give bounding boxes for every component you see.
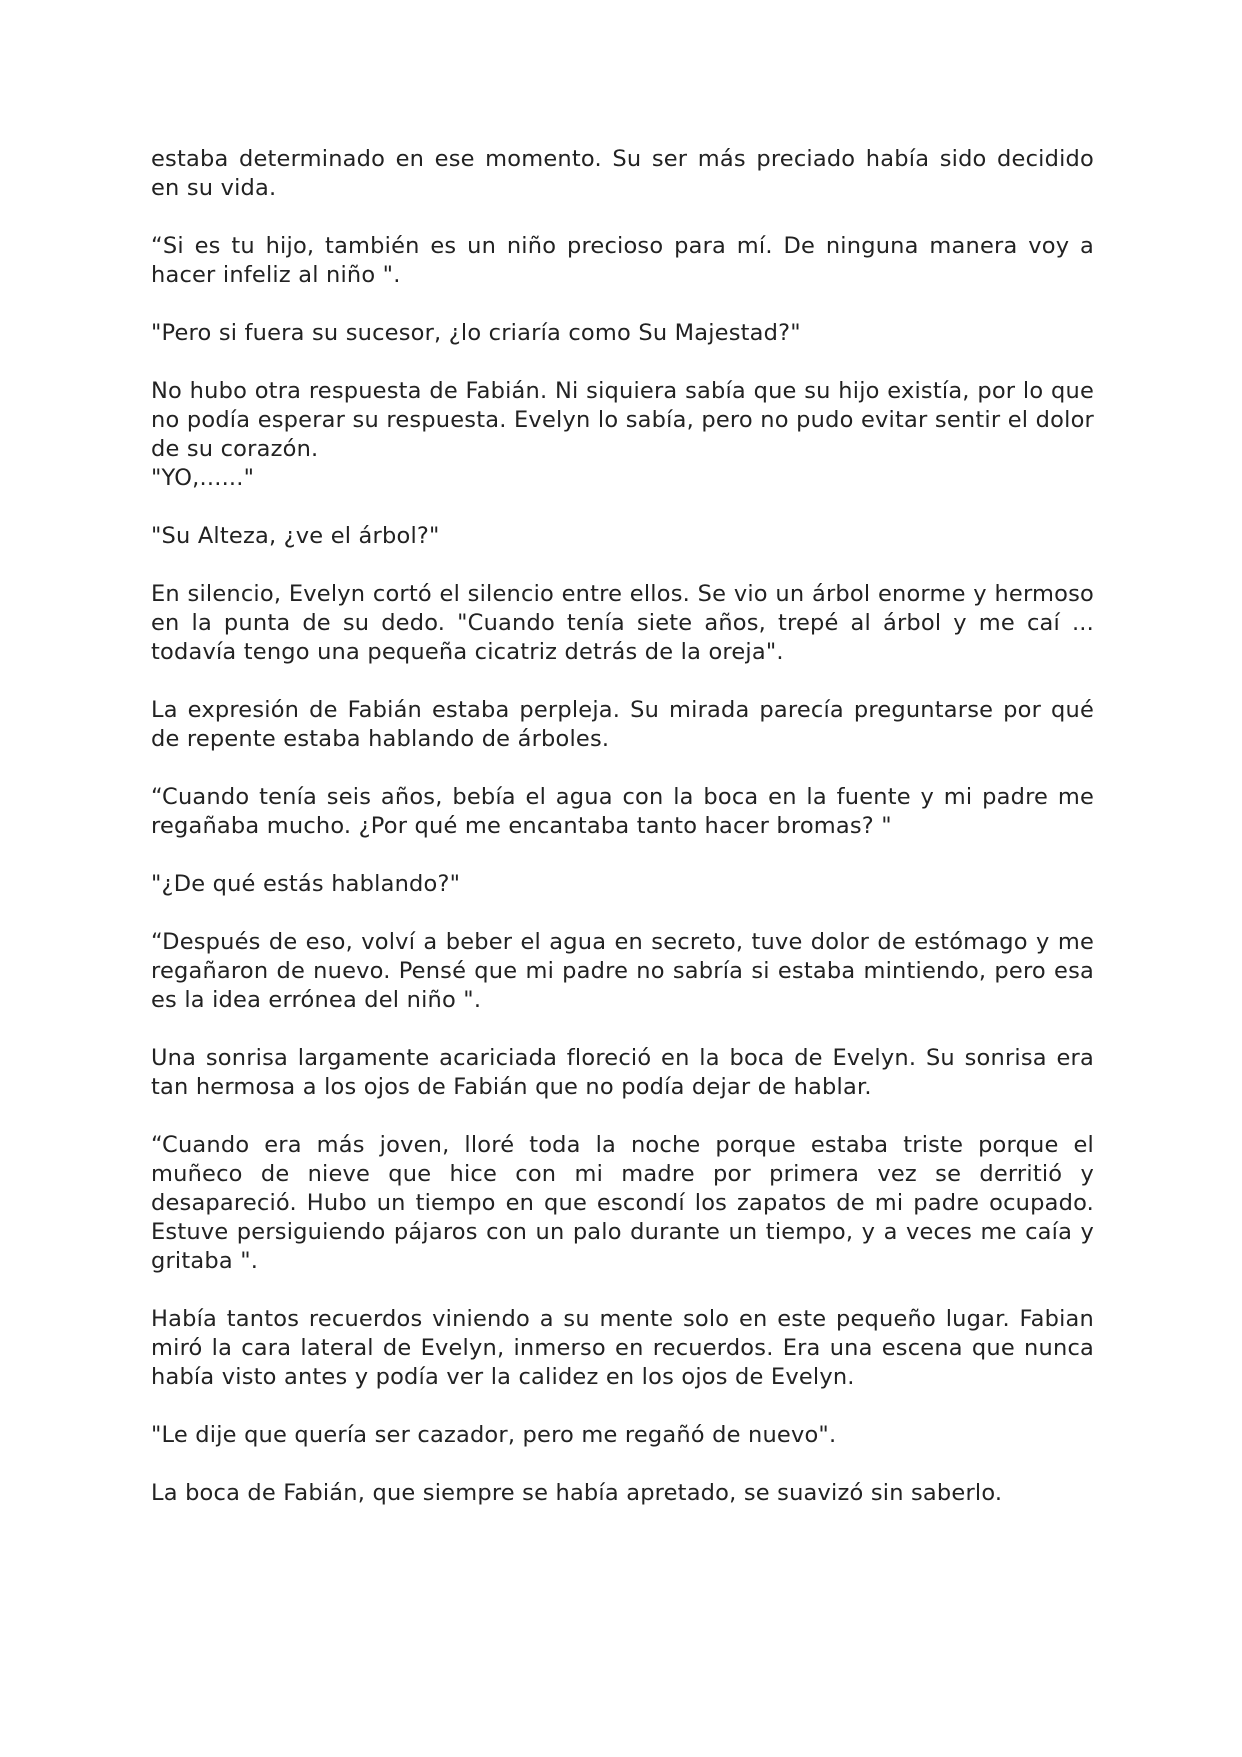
paragraph: "YO,......" — [151, 465, 255, 491]
paragraph: La boca de Fabián, que siempre se había apretado, se suavizó sin saberlo. — [151, 1480, 1003, 1506]
paragraph: “Si es tu hijo, también es un niño precioso para mí. De ninguna manera voy a hacer infeliz al niño ". — [151, 233, 1094, 288]
paragraph: No hubo otra respuesta de Fabián. Ni siquiera sabía que su hijo existía, por lo que no podía esperar su respuesta. Evelyn lo sabía, pero no pudo evitar sentir el dolor de su corazón. — [151, 378, 1094, 462]
paragraph: En silencio, Evelyn cortó el silencio entre ellos. Se vio un árbol enorme y hermoso en la punta de su dedo. "Cuando tenía siete años, trepé al árbol y me caí ... todavía tengo una pequeña cicatriz detrás de la oreja". — [151, 581, 1094, 665]
document-page — [151, 145, 1094, 1537]
paragraph: estaba determinado en ese momento. Su ser más preciado había sido decidido en su vida. — [151, 146, 1094, 201]
paragraph: “Cuando tenía seis años, bebía el agua con la boca en la fuente y mi padre me regañaba mucho. ¿Por qué me encantaba tanto hacer bromas? " — [151, 784, 1094, 839]
paragraph: La expresión de Fabián estaba perpleja. Su mirada parecía preguntarse por qué de repente estaba hablando de árboles. — [151, 697, 1094, 752]
paragraph: Una sonrisa largamente acariciada floreció en la boca de Evelyn. Su sonrisa era tan hermosa a los ojos de Fabián que no podía dejar de hablar. — [151, 1045, 1094, 1100]
paragraph: “Después de eso, volví a beber el agua en secreto, tuve dolor de estómago y me regañaron de nuevo. Pensé que mi padre no sabría si estaba mintiendo, pero esa es la idea errónea del niño ". — [151, 929, 1094, 1013]
paragraph: Había tantos recuerdos viniendo a su mente solo en este pequeño lugar. Fabian miró la cara lateral de Evelyn, inmerso en recuerdos. Era una escena que nunca había visto antes y podía ver la calidez en los ojos de Evelyn. — [151, 1306, 1094, 1390]
paragraph: "Su Alteza, ¿ve el árbol?" — [151, 523, 440, 549]
paragraph: "¿De qué estás hablando?" — [151, 871, 461, 897]
paragraph: "Le dije que quería ser cazador, pero me regañó de nuevo". — [151, 1422, 837, 1448]
paragraph: “Cuando era más joven, lloré toda la noche porque estaba triste porque el muñeco de nieve que hice con mi madre por primera vez se derritió y desapareció. Hubo un tiempo en que escondí los zapatos de mi padre ocupado. Estuve persiguiendo pájaros con un palo durante un tiempo, y a veces me caía y gritaba ". — [151, 1132, 1094, 1274]
paragraph: "Pero si fuera su sucesor, ¿lo criaría como Su Majestad?" — [151, 320, 801, 346]
